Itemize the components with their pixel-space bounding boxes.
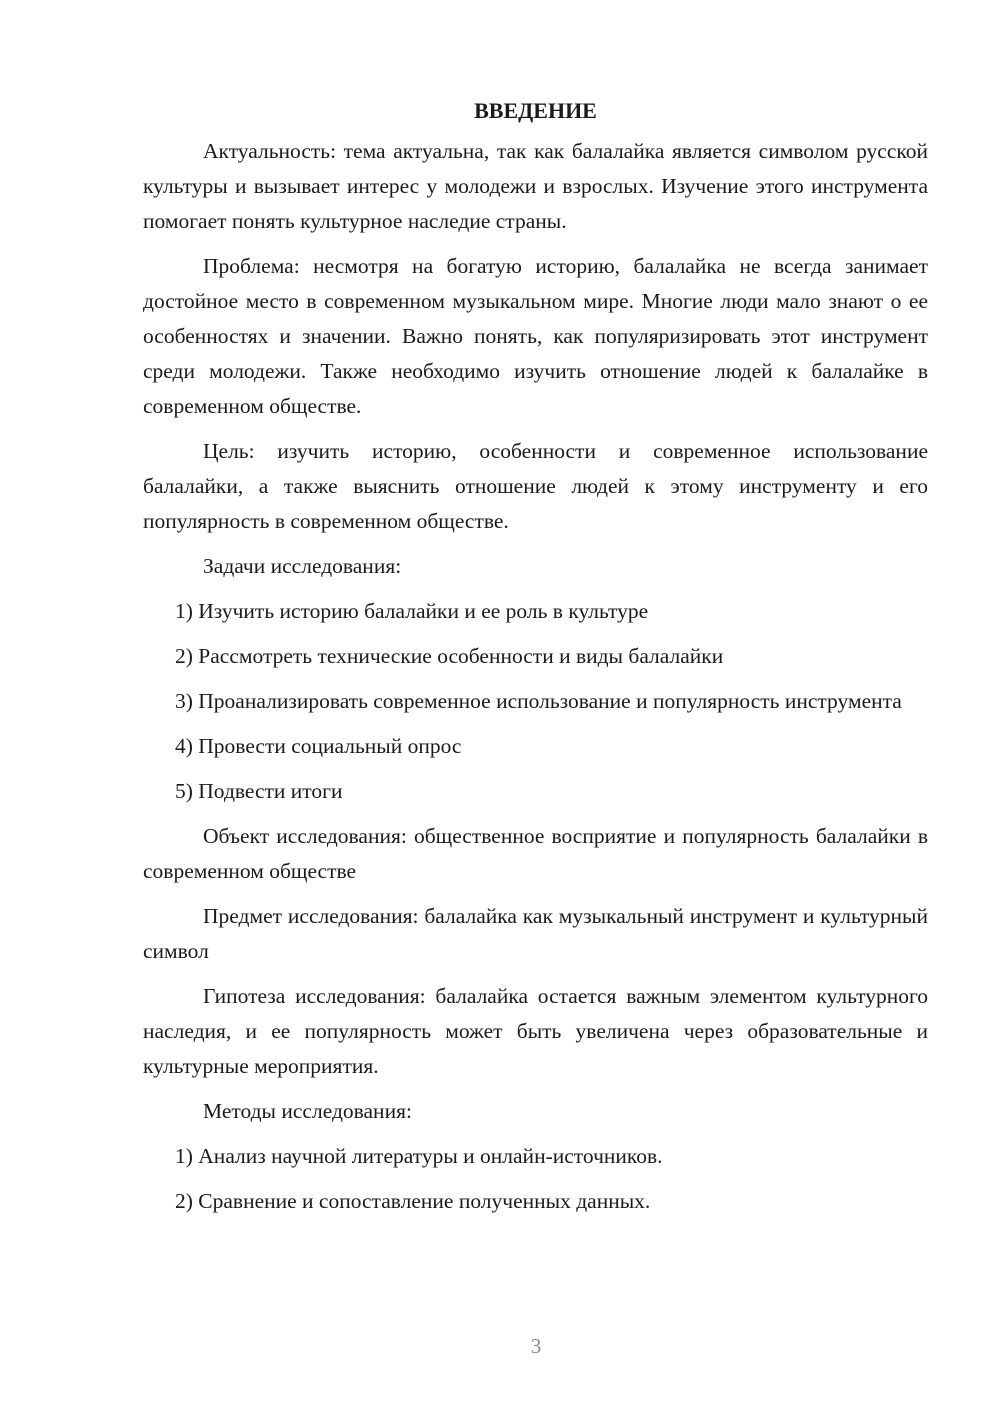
- subject-paragraph: Предмет исследования: балалайка как музыкальный инструмент и культурный символ: [143, 904, 928, 963]
- relevance-paragraph: Актуальность: тема актуальна, так как балалайка является символом русской культуры и вызывает интерес у молодежи и взрослых. Изучение этого инструмента помогает понять культурное наследие страны.: [143, 139, 928, 233]
- document-page: [143, 96, 928, 1229]
- task-item: 3) Проанализировать современное использование и популярность инструмента: [175, 689, 902, 713]
- task-item: 4) Провести социальный опрос: [175, 734, 462, 758]
- methods-heading: Методы исследования:: [203, 1099, 412, 1123]
- method-item: 2) Сравнение и сопоставление полученных данных.: [175, 1189, 651, 1213]
- task-item: 5) Подвести итоги: [175, 779, 343, 803]
- goal-paragraph: Цель: изучить историю, особенности и современное использование балалайки, а также выяснить отношение людей к этому инструменту и его популярность в современном обществе.: [143, 439, 928, 533]
- method-item: 1) Анализ научной литературы и онлайн-источников.: [175, 1144, 663, 1168]
- object-paragraph: Объект исследования: общественное восприятие и популярность балалайки в современном обществе: [143, 824, 928, 883]
- page-number: 3: [530, 1334, 542, 1358]
- tasks-heading: Задачи исследования:: [203, 554, 402, 578]
- task-item: 2) Рассмотреть технические особенности и виды балалайки: [175, 644, 724, 668]
- problem-paragraph: Проблема: несмотря на богатую историю, балалайка не всегда занимает достойное место в современном музыкальном мире. Многие люди мало знают о ее особенностях и значении. Важно понять, как популяризировать этот инструмент среди молодежи. Также необходимо изучить отношение людей к балалайке в современном обществе.: [143, 254, 928, 418]
- task-item: 1) Изучить историю балалайки и ее роль в культуре: [175, 599, 649, 623]
- hypothesis-paragraph: Гипотеза исследования: балалайка остается важным элементом культурного наследия, и ее популярность может быть увеличена через образовательные и культурные мероприятия.: [143, 984, 928, 1078]
- section-title: ВВЕДЕНИЕ: [474, 98, 597, 123]
